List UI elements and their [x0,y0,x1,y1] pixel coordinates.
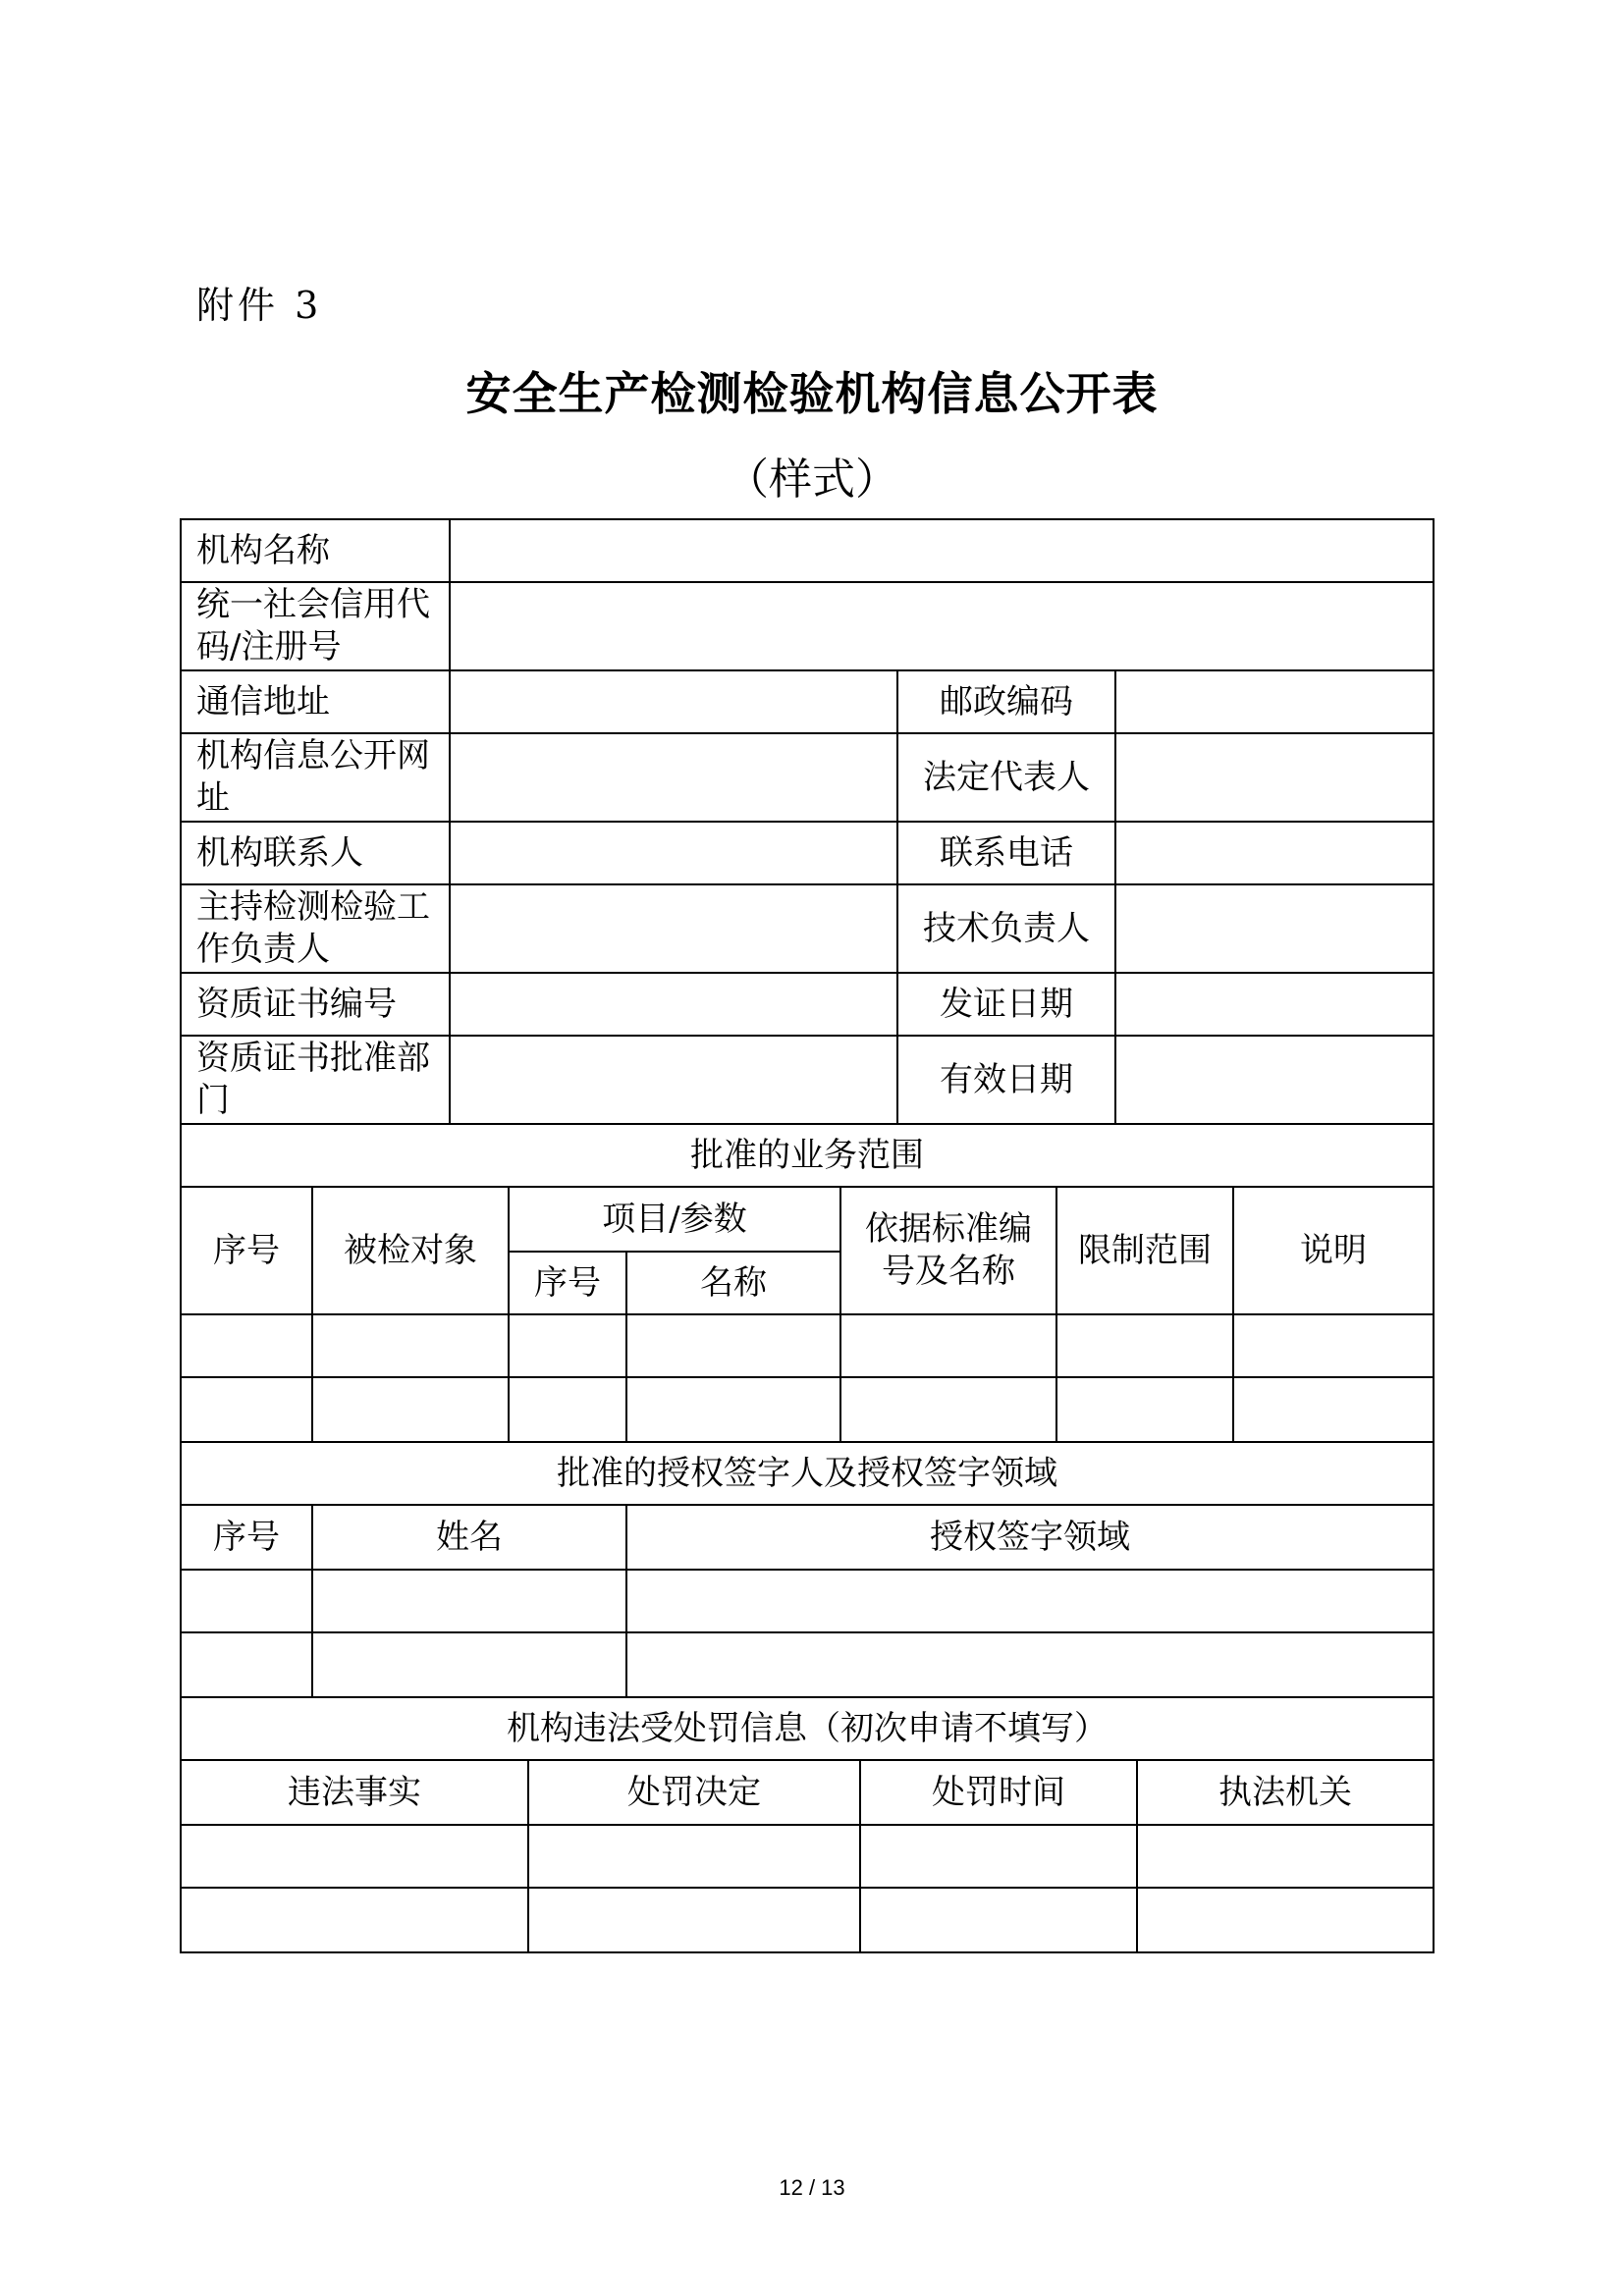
label-legal-rep: 法定代表人 [923,757,1090,797]
label-address: 通信地址 [196,681,330,721]
page-number: 12 / 13 [779,2175,845,2200]
scope-col-seq: 序号 [213,1230,280,1270]
label-valid-date: 有效日期 [940,1059,1073,1099]
page-subtitle: （样式） [726,454,898,505]
page-title: 安全生产检测检验机构信息公开表 [465,367,1159,420]
scope-col-standard: 依据标准编号及名称 [865,1209,1032,1291]
scope-col-item-seq: 序号 [534,1262,601,1303]
label-contact-person: 机构联系人 [196,832,363,873]
label-postal-code: 邮政编码 [940,681,1073,721]
label-tech-leader: 技术负责人 [923,908,1090,948]
violations-title: 机构违法受处罚信息（初次申请不填写） [507,1708,1108,1748]
violations-col-authority: 执法机关 [1218,1772,1352,1812]
scope-col-item-name: 名称 [700,1262,767,1303]
scope-col-limit: 限制范围 [1078,1230,1212,1270]
violations-col-decision: 处罚决定 [627,1772,761,1812]
label-test-leader: 主持检测检验工作负责人 [196,887,430,969]
attachment-label: 附件 3 [196,284,323,327]
violations-col-fact: 违法事实 [288,1772,421,1812]
label-org-name: 机构名称 [196,530,330,570]
scope-col-object: 被检对象 [344,1230,477,1270]
violations-col-time: 处罚时间 [932,1772,1065,1812]
label-issue-date: 发证日期 [940,984,1073,1024]
label-website: 机构信息公开网址 [196,736,430,818]
signatories-col-name: 姓名 [436,1517,503,1557]
signatories-col-field: 授权签字领域 [930,1517,1130,1557]
signatories-col-seq: 序号 [213,1517,280,1557]
business-scope-title: 批准的业务范围 [690,1135,924,1175]
label-cert-number: 资质证书编号 [196,984,397,1024]
label-contact-phone: 联系电话 [940,832,1073,873]
scope-col-item: 项目/参数 [602,1199,747,1239]
signatories-title: 批准的授权签字人及授权签字领域 [557,1453,1057,1493]
label-credit-code: 统一社会信用代码/注册号 [196,585,430,667]
label-cert-authority: 资质证书批准部门 [196,1039,430,1120]
scope-col-note: 说明 [1300,1230,1367,1270]
